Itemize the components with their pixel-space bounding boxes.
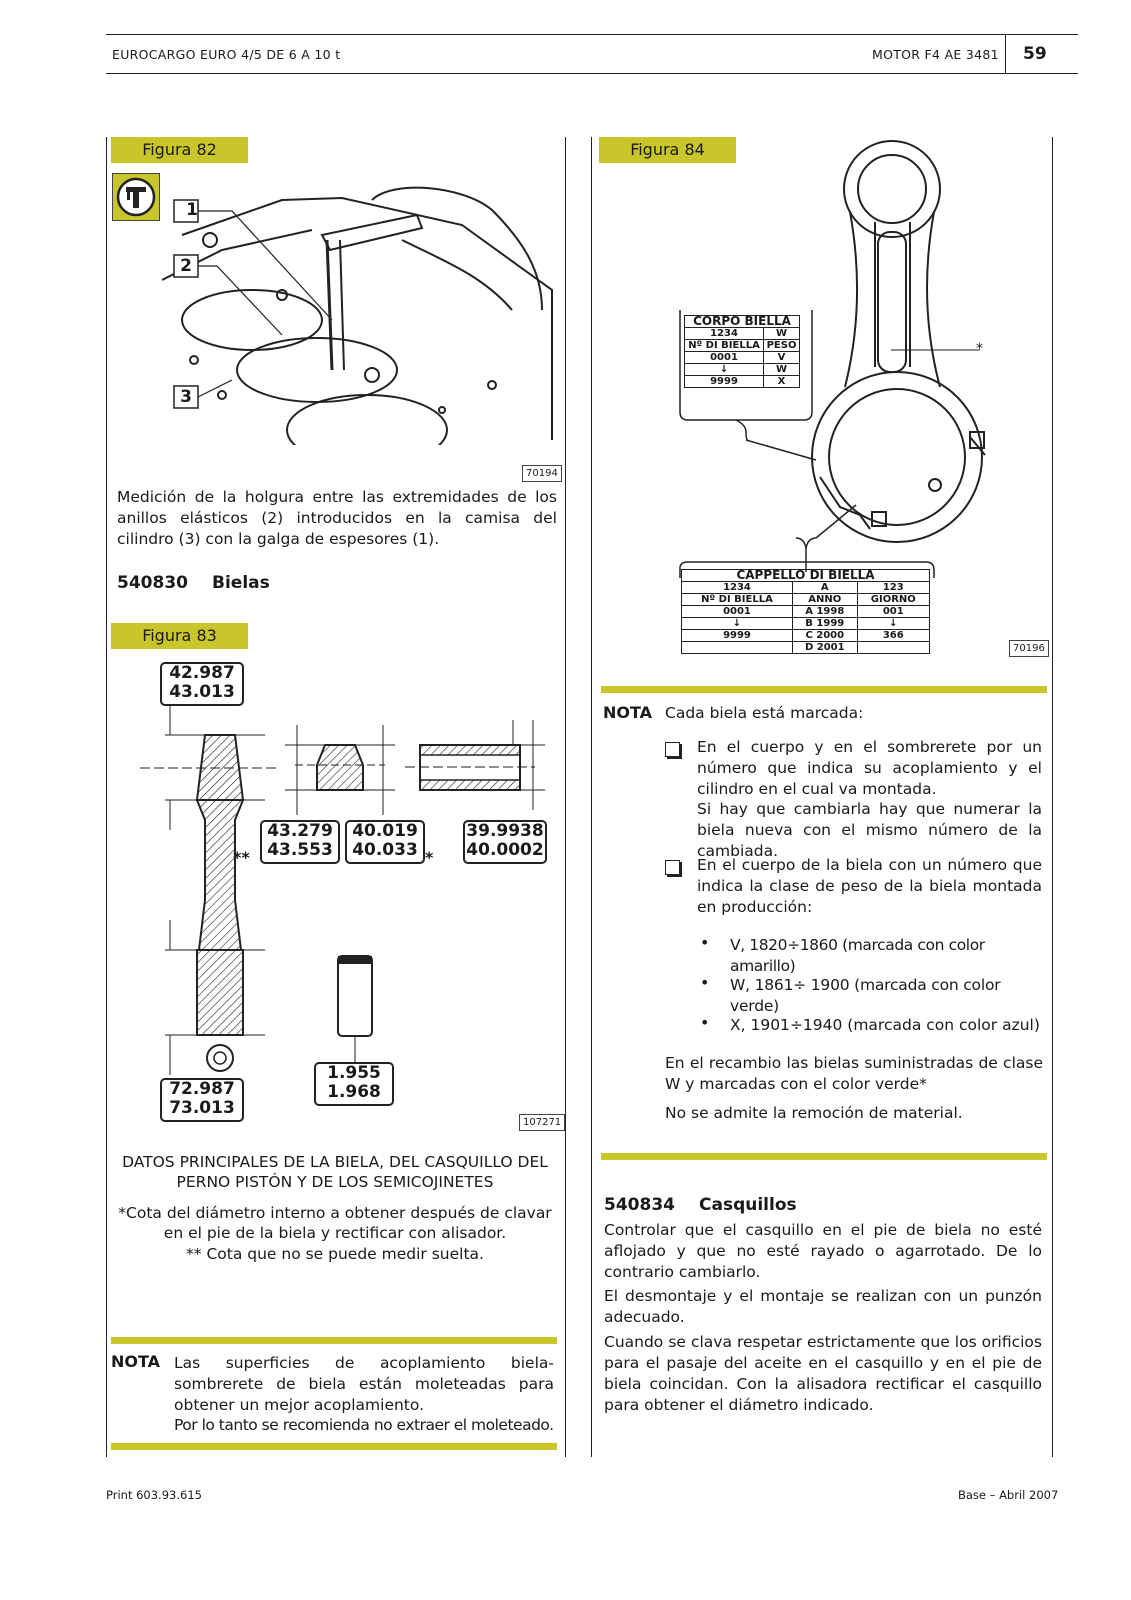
footer-left: Print 603.93.615 <box>106 1488 202 1502</box>
cappello-title: CAPPELLO DI BIELLA <box>682 570 930 582</box>
weight-class-v: V, 1820÷1860 (marcada con color amarillo) <box>730 936 985 975</box>
nota-right-label: NOTA <box>603 703 653 722</box>
nota-left-bar-bottom <box>111 1443 557 1450</box>
callout-3: 3 <box>180 387 192 407</box>
figure-84-id: 70196 <box>1009 640 1049 657</box>
dim-mid-2-mark: * <box>425 848 434 867</box>
col-right-border <box>1052 137 1053 1457</box>
dim-bottom: 72.987 73.013 <box>160 1078 244 1122</box>
nota-left-bar-top <box>111 1337 557 1344</box>
gauge-tool-icon <box>112 173 160 221</box>
nota-right-item-2: En el cuerpo de la biela con un número que indica la clase de peso de la biela montada en producción: <box>697 856 1042 916</box>
section-2-para-3: Cuando se clava respetar estrictamente que los orificios para el pasaje del aceite en el casquillo y en el pie de biela coincidan. Con la alisadora rectificar el casquillo para obtener el diámetro indicado. <box>604 1333 1042 1414</box>
section-1-code: 540830 <box>117 573 188 593</box>
nota-left-text: Las superficies de acoplamiento biela-sombrerete de biela están moleteadas para obtener un mejor acoplamiento. <box>174 1354 554 1414</box>
nota-left-label: NOTA <box>111 1352 161 1371</box>
section-2-para-2: El desmontaje y el montaje se realizan con un punzón adecuado. <box>604 1287 1042 1326</box>
figure-83-drawing <box>135 660 560 1130</box>
figure-84-leaders <box>676 300 1046 580</box>
corpo-title: CORPO BIELLA <box>685 316 800 328</box>
figure-83-label: Figura 83 <box>111 623 248 649</box>
figure-84-label: Figura 84 <box>599 137 736 163</box>
bullet-2-icon: • <box>700 973 710 992</box>
dim-shell: 1.955 1.968 <box>314 1062 394 1106</box>
figure-84-star: * <box>976 341 983 357</box>
section-2-para-1: Controlar que el casquillo en el pie de biela no esté aflojado y que no esté rayado o agarrotado. De lo contrario cambiarlo. <box>604 1221 1042 1281</box>
col-right-left-border <box>591 137 592 1457</box>
nota-right-para-1: En el recambio las bielas suministradas de clase W y marcadas con el color verde* <box>665 1054 1043 1093</box>
figure-82-id: 70194 <box>522 465 562 482</box>
nota-right-para-2: No se admite la remoción de material. <box>665 1104 963 1122</box>
dim-mid-1: 43.279 43.553 <box>260 820 340 864</box>
nota-left-text-2: Por lo tanto se recomienda no extraer el moleteado. <box>174 1416 554 1434</box>
figure-83-id: 107271 <box>519 1114 565 1131</box>
nota-right-item-1: En el cuerpo y en el sombrerete por un número que indica su acoplamiento y el cilindro en el cual va montada. <box>697 738 1042 798</box>
page-number: 59 <box>1023 44 1047 64</box>
header-divider <box>1005 34 1006 74</box>
checkbox-2-icon <box>665 860 680 879</box>
callout-2: 2 <box>180 256 192 276</box>
header-rule-top <box>106 34 1078 35</box>
figure-83-note-2: ** Cota que no se puede medir suelta. <box>186 1245 484 1263</box>
callout-1: 1 <box>186 200 198 220</box>
weight-class-x: X, 1901÷1940 (marcada con color azul) <box>730 1016 1040 1034</box>
dim-mid-1-mark: ** <box>233 848 250 867</box>
checkbox-1-icon <box>665 742 680 761</box>
weight-class-w: W, 1861÷ 1900 (marcada con color verde) <box>730 976 1001 1015</box>
dim-mid-2: 40.019 40.033 <box>345 820 425 864</box>
col-left-border <box>106 137 107 1457</box>
figure-83-caption-title: DATOS PRINCIPALES DE LA BIELA, DEL CASQUILLO DEL PERNO PISTÓN Y DE LOS SEMICOJINETES <box>122 1153 548 1191</box>
figure-82-label: Figura 82 <box>111 137 248 163</box>
section-1-title: Bielas <box>212 573 270 593</box>
section-2-code: 540834 <box>604 1195 675 1215</box>
dim-mid-3: 39.9938 40.0002 <box>463 820 547 864</box>
header-right: MOTOR F4 AE 3481 <box>872 47 999 62</box>
nota-right-item-1b: Si hay que cambiarla hay que numerar la biela nueva con el mismo número de la cambiada. <box>697 800 1042 860</box>
col-left-right-border <box>565 137 566 1457</box>
nota-right-bar-top <box>601 686 1047 693</box>
nota-right-bar-bottom <box>601 1153 1047 1160</box>
dim-top: 42.987 43.013 <box>160 662 244 706</box>
figure-83-note-1: *Cota del diámetro interno a obtener después de clavar en el pie de la biela y rectificar con alisador. <box>118 1204 552 1242</box>
header-rule-bottom <box>106 73 1078 74</box>
figure-82-caption: Medición de la holgura entre las extremidades de los anillos elásticos (2) introducidos en la camisa del cilindro (3) con la galga de espesores (1). <box>117 488 557 548</box>
bullet-3-icon: • <box>700 1013 710 1032</box>
nota-right-intro: Cada biela está marcada: <box>665 704 864 722</box>
header-left: EUROCARGO EURO 4/5 DE 6 A 10 t <box>112 47 341 62</box>
section-2-title: Casquillos <box>699 1195 797 1215</box>
bullet-1-icon: • <box>700 933 710 952</box>
footer-right: Base – Abril 2007 <box>958 1488 1059 1502</box>
cappello-table: CAPPELLO DI BIELLA 1234 A 123 Nº DI BIELLA ANNO GIORNO 0001 A 1998 001 ↓ B 1999 ↓ 9999 C 2000 366 D 2001 <box>681 569 930 654</box>
figure-82-drawing <box>162 180 562 445</box>
corpo-biella-table: CORPO BIELLA 1234 W Nº DI BIELLA PESO 0001 V ↓ W 9999 X <box>684 315 800 388</box>
